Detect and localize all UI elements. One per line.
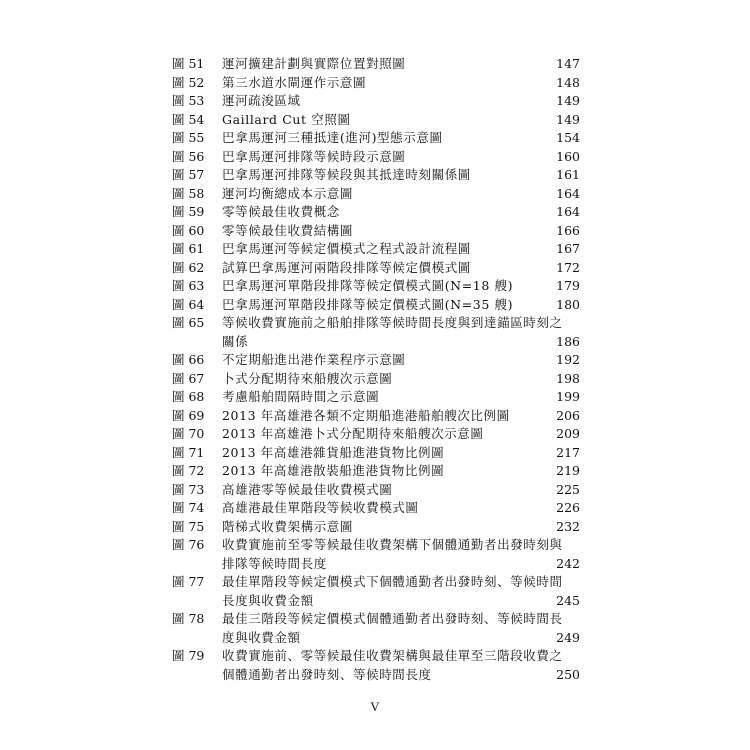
figure-number: 圖 70 xyxy=(172,426,205,441)
figure-title: 關係 xyxy=(222,333,249,349)
figure-number: 圖 66 xyxy=(172,352,205,367)
page-number-footer: V xyxy=(370,699,380,714)
page-number: 232 xyxy=(556,518,580,534)
figure-title: 運河均衡總成本示意圖 xyxy=(222,185,354,201)
page-number: 160 xyxy=(556,148,580,164)
figure-title: 零等候最佳收費結構圖 xyxy=(222,222,354,238)
figure-title: 收費實施前、零等候最佳收費架構與最佳單至三階段收費之 xyxy=(222,648,563,663)
page-number: 179 xyxy=(556,278,580,293)
figure-title: 巴拿馬運河等候定價模式之程式設計流程圖 xyxy=(222,241,471,256)
page-number: 198 xyxy=(556,370,580,386)
figure-title: 巴拿馬運河排隊等候時段示意圖 xyxy=(222,148,406,164)
figure-title: 巴拿馬運河單階段排隊等候定價模式圖(N=35 艘) xyxy=(222,296,514,312)
figure-title: 階梯式收費架構示意圖 xyxy=(222,518,354,534)
figure-number: 圖 75 xyxy=(172,518,205,534)
page-number: 217 xyxy=(556,444,580,460)
page-number: 192 xyxy=(556,352,580,367)
figure-title: 試算巴拿馬運河兩階段排隊等候定價模式圖 xyxy=(222,259,471,275)
figure-title: 最佳三階段等候定價模式個體通勤者出發時刻、等候時間長 xyxy=(222,611,563,626)
page-number: 249 xyxy=(556,629,580,645)
figure-title: 度與收費金額 xyxy=(222,629,301,645)
figure-title: 高雄港最佳單階段等候收費模式圖 xyxy=(222,500,419,515)
figure-title: 等候收費實施前之船舶排隊等候時間長度與到達錨區時刻之 xyxy=(222,315,563,330)
figure-number: 圖 78 xyxy=(172,611,205,626)
figure-title: 卜式分配期待來船艘次示意圖 xyxy=(222,370,393,386)
page-number: 149 xyxy=(556,93,580,108)
figure-title: 2013 年高雄港散裝船進港貨物比例圖 xyxy=(222,463,445,478)
figure-number: 圖 51 xyxy=(172,56,205,71)
page-number: 149 xyxy=(556,111,580,127)
page-number: 148 xyxy=(556,74,580,90)
page-number: 172 xyxy=(556,259,580,275)
figure-number: 圖 73 xyxy=(172,481,205,497)
figure-title: Gaillard Cut 空照圖 xyxy=(222,111,351,127)
figure-title: 排隊等候時間長度 xyxy=(222,555,327,571)
page-number: 209 xyxy=(556,426,580,441)
figure-number: 圖 79 xyxy=(172,648,205,663)
figure-number: 圖 77 xyxy=(172,574,205,589)
figure-title: 考慮船舶間隔時間之示意圖 xyxy=(222,389,380,404)
figure-title: 高雄港零等候最佳收費模式圖 xyxy=(222,481,393,497)
page-number: 219 xyxy=(556,463,580,478)
page-number: 164 xyxy=(556,204,580,219)
figure-number: 圖 54 xyxy=(172,111,205,127)
figure-number: 圖 68 xyxy=(172,389,205,404)
figure-title: 運河擴建計劃與實際位置對照圖 xyxy=(222,56,406,71)
figure-number: 圖 74 xyxy=(172,500,205,515)
page-number: 154 xyxy=(556,130,580,145)
page-number: 167 xyxy=(556,241,580,256)
figure-number: 圖 72 xyxy=(172,463,205,478)
page-number: 180 xyxy=(556,296,580,312)
figure-number: 圖 65 xyxy=(172,315,205,330)
figure-title: 巴拿馬運河三種抵達(進河)型態示意圖 xyxy=(222,130,443,145)
page-number: 186 xyxy=(556,333,580,349)
figure-title: 2013 年高雄港各類不定期船進港船舶艘次比例圖 xyxy=(222,407,510,423)
page-number: 250 xyxy=(556,666,580,682)
figure-number: 圖 64 xyxy=(172,296,205,312)
figure-title: 最佳單階段等候定價模式下個體通勤者出發時刻、等候時間 xyxy=(222,574,563,589)
figure-title: 巴拿馬運河排隊等候段與其抵達時刻關係圖 xyxy=(222,167,471,182)
figure-title: 收費實施前至零等候最佳收費架構下個體通勤者出發時刻與 xyxy=(222,537,563,552)
page-number: 226 xyxy=(556,500,580,515)
figure-title: 運河疏浚區域 xyxy=(222,93,301,108)
figure-number: 圖 56 xyxy=(172,148,205,164)
figure-title: 2013 年高雄港雜貨船進港貨物比例圖 xyxy=(222,444,445,460)
page-number: 161 xyxy=(556,167,580,182)
figure-number: 圖 76 xyxy=(172,537,205,552)
figure-number: 圖 53 xyxy=(172,93,205,108)
figure-title: 長度與收費金額 xyxy=(222,592,314,608)
figure-number: 圖 59 xyxy=(172,204,205,219)
page-number: 206 xyxy=(556,407,580,423)
figure-number: 圖 58 xyxy=(172,185,205,201)
figure-number: 圖 63 xyxy=(172,278,205,293)
page-number: 242 xyxy=(556,555,580,571)
figure-number: 圖 71 xyxy=(172,444,205,460)
figure-title: 不定期船進出港作業程序示意圖 xyxy=(222,352,406,367)
figure-title: 2013 年高雄港卜式分配期待來船艘次示意圖 xyxy=(222,426,484,441)
page-number: 199 xyxy=(556,389,580,404)
figure-number: 圖 67 xyxy=(172,370,205,386)
figure-number: 圖 55 xyxy=(172,130,205,145)
figure-title: 巴拿馬運河單階段排隊等候定價模式圖(N=18 艘) xyxy=(222,278,514,293)
figure-number: 圖 62 xyxy=(172,259,205,275)
figure-title: 零等候最佳收費概念 xyxy=(222,204,340,219)
figure-number: 圖 52 xyxy=(172,74,205,90)
page-number: 166 xyxy=(556,222,580,238)
figure-number: 圖 57 xyxy=(172,167,205,182)
page-number: 164 xyxy=(556,185,580,201)
figure-number: 圖 69 xyxy=(172,407,205,423)
figure-number: 圖 60 xyxy=(172,222,205,238)
page-number: 147 xyxy=(556,56,580,71)
page-number: 245 xyxy=(556,592,580,608)
figure-title: 個體通勤者出發時刻、等候時間長度 xyxy=(222,666,432,682)
figure-number: 圖 61 xyxy=(172,241,205,256)
figure-title: 第三水道水閘運作示意圖 xyxy=(222,74,367,90)
page-number: 225 xyxy=(556,481,580,497)
